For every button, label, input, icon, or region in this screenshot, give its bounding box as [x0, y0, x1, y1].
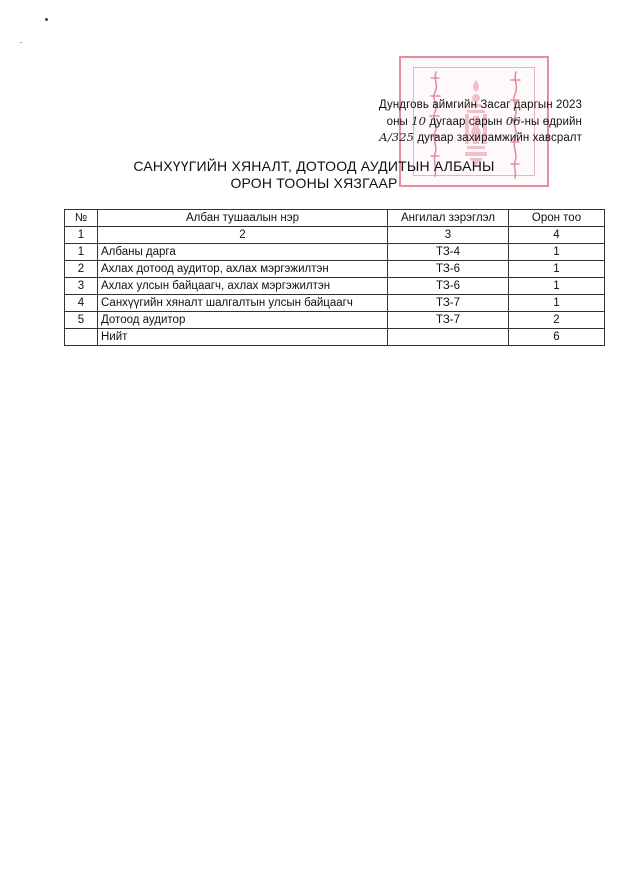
table-cell: 3 [65, 278, 98, 295]
total-label: Нийт [98, 329, 388, 346]
table-cell: ТЗ-6 [388, 261, 509, 278]
table-cell: 1 [65, 227, 98, 244]
table-header-row [65, 210, 605, 227]
table-cell: 2 [98, 227, 388, 244]
document-title [0, 158, 628, 192]
table-cell: 1 [509, 295, 605, 312]
table-cell: Ахлах дотоод аудитор, ахлах мэргэжилтэн [98, 261, 388, 278]
table-cell: ТЗ-7 [388, 312, 509, 329]
title-line-1: САНХҮҮГИЙН ХЯНАЛТ, ДОТООД АУДИТЫН АЛБАНЫ [133, 158, 495, 174]
table-cell: 4 [65, 295, 98, 312]
header-number: № [65, 210, 98, 227]
table-cell: 5 [65, 312, 98, 329]
table-cell: Дотоод аудитор [98, 312, 388, 329]
handwritten-order-number: А/325 [379, 130, 415, 144]
table-cell: 1 [509, 261, 605, 278]
table-row [65, 244, 605, 261]
table-cell: 1 [509, 244, 605, 261]
note-line-3 [379, 130, 582, 147]
total-count: 6 [509, 329, 605, 346]
table-cell: 1 [509, 278, 605, 295]
header-position-name: Албан тушаалын нэр [98, 210, 388, 227]
note-year-suffix: оны [386, 115, 408, 128]
table-row [65, 261, 605, 278]
table-cell: 2 [65, 261, 98, 278]
scan-speck [20, 42, 22, 43]
table-cell [388, 329, 509, 346]
table-cell [65, 329, 98, 346]
scan-speck [45, 18, 48, 21]
table-cell: ТЗ-7 [388, 295, 509, 312]
table-row [65, 278, 605, 295]
table-row [65, 312, 605, 329]
header-count: Орон тоо [509, 210, 605, 227]
table-cell: ТЗ-4 [388, 244, 509, 261]
table-index-row [65, 227, 605, 244]
table-cell: 1 [65, 244, 98, 261]
handwritten-month: 10 [411, 113, 427, 128]
staff-limit-table [64, 209, 605, 346]
table-cell: Санхүүгийн хяналт шалгалтын улсын байцаагч [98, 295, 388, 312]
note-line-2 [379, 114, 582, 131]
note-order-label: дугаар захирамжийн хавсралт [417, 132, 582, 144]
table-cell: 3 [388, 227, 509, 244]
table-cell: Албаны дарга [98, 244, 388, 261]
table-row [65, 295, 605, 312]
table-cell: 2 [509, 312, 605, 329]
header-category: Ангилал зэрэглэл [388, 210, 509, 227]
order-attachment-note [379, 98, 582, 147]
note-day-label: -ны өдрийн [520, 115, 582, 128]
table-cell: Ахлах улсын байцаагч, ахлах мэргэжилтэн [98, 278, 388, 295]
note-line-1: Дундговь аймгийн Засаг даргын 2023 [378, 99, 582, 111]
title-line-2: ОРОН ТООНЫ ХЯЗГААР [230, 175, 398, 191]
note-month-label: дугаар сарын [429, 115, 503, 128]
table-cell: ТЗ-6 [388, 278, 509, 295]
table-total-row [65, 329, 605, 346]
handwritten-day: 06 [505, 113, 521, 128]
table-cell: 4 [509, 227, 605, 244]
